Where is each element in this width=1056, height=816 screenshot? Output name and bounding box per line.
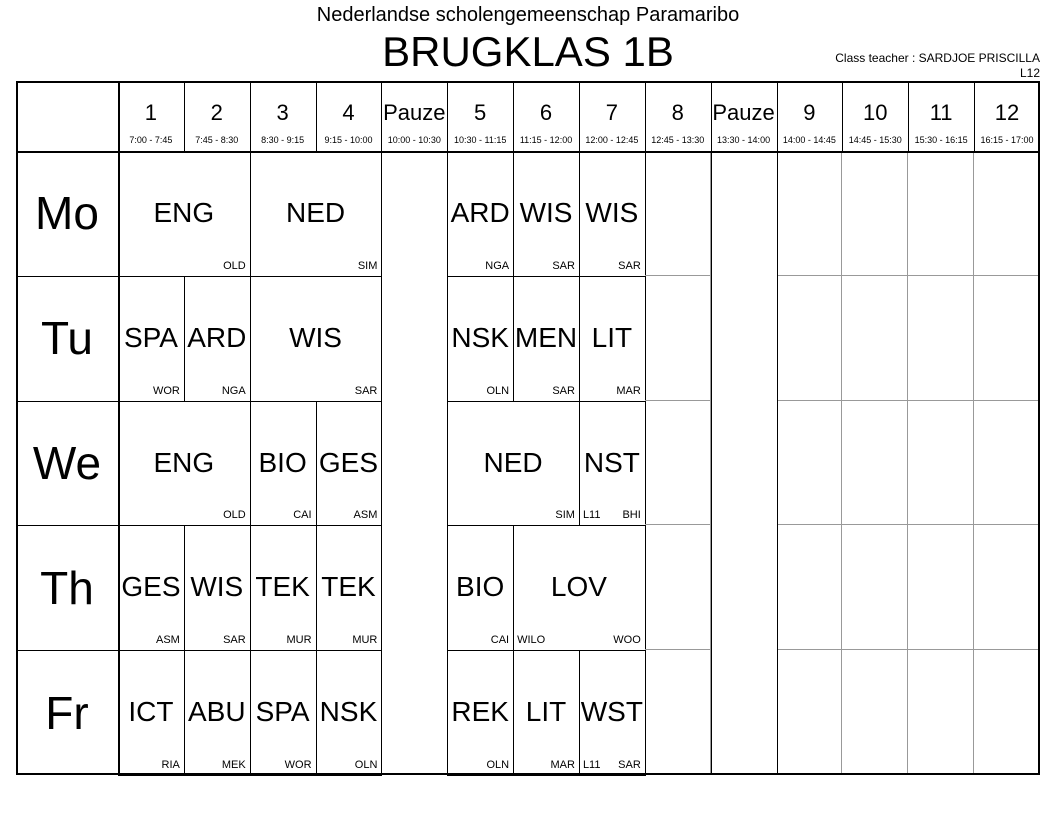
day-label: We bbox=[32, 436, 102, 489]
period-header bbox=[316, 81, 382, 151]
lesson-teacher: ASM bbox=[156, 634, 180, 647]
cell-border bbox=[118, 401, 250, 402]
empty-cell bbox=[777, 525, 843, 650]
subject-line: AR bbox=[187, 321, 227, 353]
lesson-teacher: CAI bbox=[293, 509, 312, 522]
cell-border bbox=[513, 650, 579, 651]
subject-line: S bbox=[359, 446, 379, 478]
subject-line: LOV bbox=[550, 571, 607, 603]
subject-line: SPA bbox=[255, 696, 310, 728]
pauze-border bbox=[381, 81, 382, 775]
subject-line: NS bbox=[451, 321, 491, 353]
period-header bbox=[777, 81, 843, 151]
lesson-cell[interactable] bbox=[447, 525, 513, 650]
lesson-subject bbox=[579, 276, 645, 400]
period-header bbox=[579, 81, 645, 151]
subject-line: TEK bbox=[321, 571, 376, 603]
header-separator bbox=[513, 81, 514, 151]
subject-line: GE bbox=[121, 571, 162, 603]
cell-border bbox=[447, 401, 579, 402]
lesson-subject bbox=[579, 401, 645, 525]
period-number: 10 bbox=[863, 100, 888, 125]
lesson-subject bbox=[447, 525, 513, 649]
day-label: Th bbox=[40, 561, 94, 614]
empty-cell bbox=[908, 650, 974, 775]
header-divider bbox=[16, 151, 1040, 153]
period-time: 16:15 - 17:00 bbox=[980, 135, 1034, 145]
lesson-subject bbox=[250, 276, 382, 400]
cell-border bbox=[447, 525, 513, 526]
class-room: L12 bbox=[1019, 66, 1040, 80]
subject-line: K bbox=[490, 321, 509, 353]
header-separator bbox=[908, 81, 909, 151]
lesson-subject bbox=[447, 276, 513, 400]
period-time: 8:30 - 9:15 bbox=[261, 135, 305, 145]
lesson-cell[interactable] bbox=[316, 650, 382, 775]
lesson-cell[interactable] bbox=[118, 650, 184, 775]
lesson-subject bbox=[513, 525, 645, 649]
lesson-cell[interactable] bbox=[513, 276, 579, 401]
cell-border bbox=[184, 525, 250, 526]
day-separator bbox=[16, 276, 118, 277]
lesson-teacher: WOR bbox=[152, 384, 180, 397]
subject-line: ICT bbox=[128, 696, 174, 728]
empty-cell bbox=[974, 650, 1040, 775]
subject-line: NS bbox=[319, 696, 359, 728]
lesson-subject bbox=[118, 276, 184, 400]
subject-line: AB bbox=[187, 696, 226, 728]
cell-border bbox=[118, 525, 184, 526]
cell-border bbox=[579, 650, 580, 775]
subject-line: T bbox=[625, 696, 643, 728]
empty-cell bbox=[777, 650, 843, 775]
cell-border bbox=[316, 650, 317, 775]
header-separator bbox=[842, 81, 843, 151]
cell-border bbox=[250, 401, 251, 526]
period-time: 14:45 - 15:30 bbox=[848, 135, 902, 145]
lesson-cell[interactable] bbox=[184, 650, 250, 775]
period-header bbox=[842, 81, 908, 151]
cell-border bbox=[579, 276, 580, 401]
empty-cell bbox=[974, 276, 1040, 401]
lesson-teacher: SAR bbox=[618, 758, 641, 771]
empty-cell bbox=[645, 525, 711, 650]
subject-line: LIT bbox=[525, 696, 567, 728]
period-header bbox=[513, 81, 579, 151]
cell-border bbox=[250, 276, 382, 277]
lesson-teacher: SAR bbox=[223, 634, 246, 647]
cell-border bbox=[579, 401, 645, 402]
lesson-teacher: WOR bbox=[284, 758, 312, 771]
subject-line: NED bbox=[285, 197, 346, 228]
lesson-teacher: BHI bbox=[622, 509, 641, 522]
lesson-teacher: SIM bbox=[357, 259, 378, 272]
period-number: 5 bbox=[474, 100, 487, 125]
subject-line: NED bbox=[483, 446, 543, 478]
period-number: 9 bbox=[803, 100, 816, 125]
cell-border bbox=[513, 525, 514, 650]
empty-cell bbox=[974, 401, 1040, 526]
subject-line: SPA bbox=[123, 321, 178, 353]
period-number: Pauze bbox=[712, 100, 775, 125]
period-header bbox=[974, 81, 1040, 151]
period-number: 12 bbox=[994, 100, 1020, 125]
subject-line: ENG bbox=[153, 197, 215, 228]
period-time: 10:30 - 11:15 bbox=[453, 135, 507, 145]
empty-cell bbox=[645, 401, 711, 526]
lesson-cell[interactable] bbox=[250, 401, 316, 526]
lesson-teacher: OLN bbox=[486, 384, 510, 397]
lesson-teacher: MUR bbox=[352, 634, 378, 647]
lesson-cell[interactable] bbox=[513, 525, 645, 650]
outer-border bbox=[1038, 81, 1040, 775]
lesson-cell[interactable] bbox=[118, 525, 184, 650]
cell-border bbox=[513, 151, 514, 276]
period-header bbox=[711, 81, 777, 151]
subject-line: BIO bbox=[258, 446, 307, 478]
lesson-teacher: MUR bbox=[286, 634, 312, 647]
cell-border bbox=[184, 276, 185, 401]
lesson-cell[interactable] bbox=[447, 650, 513, 775]
lesson-subject bbox=[316, 401, 382, 525]
lesson-cell[interactable] bbox=[250, 276, 382, 401]
empty-cell bbox=[908, 525, 974, 650]
lesson-subject bbox=[118, 151, 250, 275]
period-number: 1 bbox=[144, 100, 158, 125]
cell-border bbox=[316, 525, 382, 526]
lesson-subject bbox=[316, 650, 382, 774]
cell-border bbox=[316, 775, 383, 776]
lesson-cell[interactable] bbox=[513, 151, 579, 276]
class-title: BRUGKLAS 1B bbox=[382, 28, 674, 75]
subject-line: WIS bbox=[289, 321, 342, 353]
subject-line: GE bbox=[318, 446, 360, 478]
cell-border bbox=[579, 276, 645, 277]
empty-cell bbox=[645, 151, 711, 276]
cell-border bbox=[184, 650, 250, 651]
day-label: Mo bbox=[35, 187, 99, 240]
lesson-teacher: NGA bbox=[485, 259, 510, 272]
period-number: Pauze bbox=[383, 100, 446, 125]
lesson-subject bbox=[118, 650, 184, 774]
lesson-teacher: SAR bbox=[552, 384, 575, 397]
lesson-room: L11 bbox=[582, 758, 601, 771]
period-time: 10:00 - 10:30 bbox=[387, 135, 441, 145]
outer-border bbox=[16, 81, 18, 775]
pauze-border bbox=[447, 81, 448, 775]
lesson-subject bbox=[184, 650, 250, 774]
cell-border bbox=[447, 276, 513, 277]
lesson-subject bbox=[250, 650, 316, 774]
subject-line: D bbox=[226, 321, 247, 353]
cell-border bbox=[316, 401, 382, 402]
empty-cell bbox=[974, 151, 1040, 276]
lesson-cell[interactable] bbox=[250, 151, 382, 276]
cell-border bbox=[579, 650, 645, 651]
subject-line: NST bbox=[583, 446, 640, 478]
cell-border bbox=[250, 525, 251, 650]
empty-cell bbox=[842, 276, 908, 401]
subject-line: WS bbox=[580, 696, 626, 728]
period-time: 7:00 - 7:45 bbox=[129, 135, 173, 145]
period-time: 13:30 - 14:00 bbox=[717, 135, 771, 145]
day-label: Fr bbox=[45, 686, 89, 739]
day-column-divider bbox=[118, 81, 120, 775]
subject-line: RE bbox=[451, 696, 491, 728]
cell-border bbox=[513, 525, 645, 526]
lesson-cell[interactable] bbox=[118, 276, 184, 401]
lesson-room: L11 bbox=[582, 509, 601, 522]
lesson-teacher: NGA bbox=[221, 384, 246, 397]
day-label: Tu bbox=[41, 312, 93, 365]
cell-border bbox=[579, 151, 580, 276]
lesson-subject bbox=[513, 276, 579, 400]
lesson-subject bbox=[250, 401, 316, 525]
lesson-subject bbox=[316, 525, 382, 649]
subject-line: ENG bbox=[153, 446, 215, 478]
period-number: 4 bbox=[342, 100, 355, 125]
lesson-teacher: OLD bbox=[223, 509, 246, 522]
header-separator bbox=[974, 81, 975, 151]
lesson-teacher: MAR bbox=[550, 758, 575, 771]
cell-border bbox=[250, 276, 251, 401]
lesson-cell[interactable] bbox=[579, 401, 645, 526]
lesson-cell[interactable] bbox=[579, 276, 645, 401]
cell-border bbox=[316, 401, 317, 526]
cell-border bbox=[184, 525, 185, 650]
lesson-room: WILO bbox=[517, 634, 546, 647]
empty-cell bbox=[974, 525, 1040, 650]
period-time: 11:15 - 12:00 bbox=[519, 135, 573, 145]
lesson-teacher: SIM bbox=[555, 509, 575, 522]
header-separator bbox=[316, 81, 317, 151]
cell-border bbox=[579, 401, 580, 526]
subject-line: LIT bbox=[591, 321, 633, 353]
empty-cell bbox=[842, 525, 908, 650]
period-header bbox=[447, 81, 513, 151]
lesson-subject bbox=[118, 525, 184, 649]
subject-line: U bbox=[225, 696, 246, 728]
lesson-cell[interactable] bbox=[184, 525, 250, 650]
empty-cell bbox=[645, 650, 711, 775]
empty-cell bbox=[908, 276, 974, 401]
lesson-subject bbox=[513, 650, 579, 774]
lesson-cell[interactable] bbox=[447, 401, 579, 526]
lesson-subject bbox=[513, 151, 579, 275]
lesson-subject bbox=[447, 151, 513, 275]
cell-border bbox=[250, 775, 317, 776]
lesson-teacher: SAR bbox=[354, 384, 378, 397]
cell-border bbox=[513, 276, 514, 401]
lesson-cell[interactable] bbox=[447, 276, 513, 401]
period-number: 3 bbox=[276, 100, 289, 125]
school-name: Nederlandse scholengemeenschap Paramaribo bbox=[316, 4, 740, 26]
cell-border bbox=[447, 650, 513, 651]
subject-line: N bbox=[556, 321, 578, 353]
subject-line: BIO bbox=[456, 571, 505, 603]
lesson-cell[interactable] bbox=[250, 525, 316, 650]
period-time: 7:45 - 8:30 bbox=[195, 135, 239, 145]
lesson-subject bbox=[447, 650, 513, 774]
subject-line: S bbox=[161, 571, 181, 603]
lesson-teacher: SAR bbox=[552, 259, 575, 272]
header-separator bbox=[579, 81, 580, 151]
cell-border bbox=[447, 775, 514, 776]
period-header bbox=[908, 81, 974, 151]
cell-border bbox=[250, 650, 316, 651]
cell-border bbox=[118, 775, 185, 776]
header-separator bbox=[645, 81, 646, 151]
header-separator bbox=[184, 81, 185, 151]
day-separator bbox=[16, 525, 118, 526]
cell-border bbox=[184, 276, 250, 277]
class-teacher: Class teacher : SARDJOE PRISCILLA bbox=[835, 51, 1040, 65]
period-header bbox=[645, 81, 711, 151]
cell-border bbox=[250, 401, 316, 402]
period-header bbox=[118, 81, 184, 151]
empty-cell bbox=[908, 151, 974, 276]
cell-border bbox=[250, 151, 251, 276]
lesson-cell[interactable] bbox=[579, 650, 645, 775]
outer-border bbox=[16, 81, 1040, 83]
lesson-teacher: MEK bbox=[221, 758, 246, 771]
day-separator bbox=[16, 650, 118, 651]
subject-line: K bbox=[358, 696, 378, 728]
period-header bbox=[184, 81, 250, 151]
lesson-subject bbox=[184, 276, 250, 400]
lesson-cell[interactable] bbox=[447, 151, 513, 276]
lesson-subject bbox=[579, 650, 645, 774]
subject-line: TEK bbox=[255, 571, 310, 603]
lesson-cell[interactable] bbox=[513, 650, 579, 775]
empty-cell bbox=[842, 401, 908, 526]
empty-cell bbox=[777, 401, 843, 526]
period-number: 2 bbox=[210, 100, 223, 125]
period-number: 7 bbox=[605, 100, 618, 125]
pauze-border bbox=[777, 81, 778, 775]
cell-border bbox=[316, 525, 317, 650]
empty-cell bbox=[842, 650, 908, 775]
period-number: 8 bbox=[671, 100, 684, 125]
lesson-teacher: ASM bbox=[353, 509, 378, 522]
cell-border bbox=[513, 276, 579, 277]
subject-line: WIS bbox=[190, 571, 244, 603]
day-separator bbox=[16, 401, 118, 402]
lesson-teacher: WOO bbox=[613, 634, 641, 647]
lesson-subject bbox=[184, 525, 250, 649]
lesson-subject bbox=[447, 401, 579, 525]
cell-border bbox=[118, 276, 184, 277]
timetable-grid bbox=[16, 81, 1040, 775]
subject-line: D bbox=[489, 197, 510, 228]
lesson-teacher: OLD bbox=[223, 259, 246, 272]
outer-border bbox=[16, 773, 1040, 775]
header-separator bbox=[250, 81, 251, 151]
lesson-teacher: CAI bbox=[490, 634, 510, 647]
period-time: 12:00 - 12:45 bbox=[585, 135, 639, 145]
lesson-cell[interactable] bbox=[316, 525, 382, 650]
pauze-border bbox=[711, 81, 712, 775]
subject-line: ME bbox=[514, 321, 557, 353]
subject-line: K bbox=[490, 696, 509, 728]
empty-cell bbox=[777, 276, 843, 401]
cell-border bbox=[579, 775, 646, 776]
lesson-cell[interactable] bbox=[184, 276, 250, 401]
subject-line: AR bbox=[450, 197, 490, 228]
lesson-teacher: MAR bbox=[616, 384, 641, 397]
period-header bbox=[250, 81, 316, 151]
lesson-teacher: OLN bbox=[354, 758, 378, 771]
empty-cell bbox=[908, 401, 974, 526]
period-time: 12:45 - 13:30 bbox=[651, 135, 705, 145]
cell-border bbox=[316, 650, 382, 651]
lesson-teacher: OLN bbox=[486, 758, 510, 771]
period-number: 11 bbox=[929, 100, 953, 125]
cell-border bbox=[513, 775, 580, 776]
lesson-cell[interactable] bbox=[316, 401, 382, 526]
cell-border bbox=[118, 650, 184, 651]
lesson-cell[interactable] bbox=[118, 401, 250, 526]
period-number: 6 bbox=[539, 100, 553, 125]
lesson-subject bbox=[250, 151, 382, 275]
cell-border bbox=[250, 650, 251, 775]
lesson-cell[interactable] bbox=[118, 151, 250, 276]
cell-border bbox=[184, 775, 251, 776]
subject-line: WIS bbox=[585, 197, 639, 228]
period-time: 14:00 - 14:45 bbox=[782, 135, 836, 145]
lesson-teacher: RIA bbox=[161, 758, 180, 771]
period-time: 9:15 - 10:00 bbox=[324, 135, 373, 145]
cell-border bbox=[184, 650, 185, 775]
cell-border bbox=[250, 525, 316, 526]
period-header bbox=[381, 81, 447, 151]
empty-cell bbox=[645, 276, 711, 401]
lesson-cell[interactable] bbox=[250, 650, 316, 775]
period-time: 15:30 - 16:15 bbox=[914, 135, 968, 145]
empty-cell bbox=[842, 151, 908, 276]
lesson-subject bbox=[579, 151, 645, 275]
lesson-cell[interactable] bbox=[579, 151, 645, 276]
lesson-teacher: SAR bbox=[618, 259, 641, 272]
subject-line: WIS bbox=[519, 197, 573, 228]
empty-cell bbox=[777, 151, 843, 276]
lesson-subject bbox=[118, 401, 250, 525]
lesson-subject bbox=[250, 525, 316, 649]
cell-border bbox=[513, 650, 514, 775]
